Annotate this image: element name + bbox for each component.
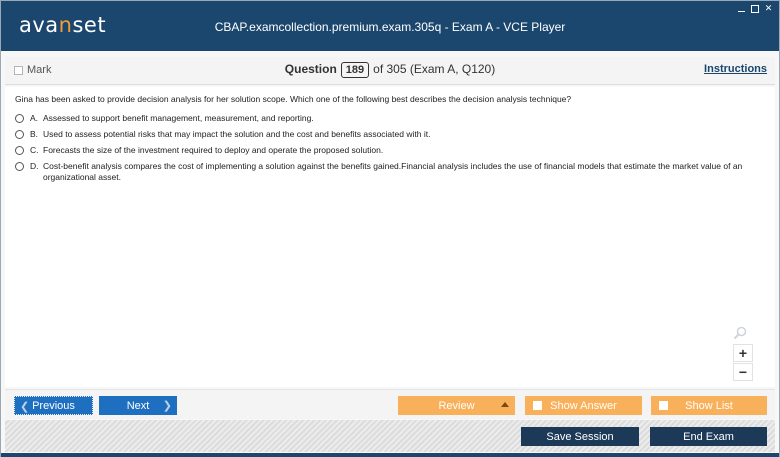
close-icon[interactable] — [764, 4, 773, 13]
answer-option-a[interactable] — [15, 113, 767, 124]
option-text: Assessed to support benefit management, measurement, and reporting. — [43, 113, 314, 123]
question-body — [5, 87, 775, 387]
navigation-bar — [5, 389, 775, 419]
mark-label: Mark — [27, 64, 52, 76]
question-counter — [5, 62, 775, 78]
answer-option-c[interactable] — [15, 145, 767, 156]
question-of-text: of 305 (Exam A, Q120) — [373, 62, 496, 76]
title-bar — [1, 1, 779, 51]
maximize-icon[interactable] — [751, 5, 759, 13]
end-exam-button[interactable]: End Exam — [650, 427, 767, 446]
option-letter: B. — [30, 129, 39, 139]
option-text: Used to assess potential risks that may impact the solution and the cost and benefits associated with it. — [43, 129, 431, 139]
review-label: Review — [438, 399, 475, 412]
zoom-out-button[interactable]: − — [733, 363, 753, 381]
option-letter: D. — [30, 161, 39, 171]
radio-button[interactable] — [15, 130, 24, 139]
answer-options — [15, 113, 767, 188]
save-session-button[interactable]: Save Session — [521, 427, 639, 446]
minimize-icon[interactable] — [737, 4, 746, 13]
show-list-label: Show List — [685, 399, 733, 412]
answer-option-d[interactable] — [15, 161, 767, 183]
radio-button[interactable] — [15, 114, 24, 123]
checkbox-icon[interactable] — [659, 401, 668, 410]
radio-button[interactable] — [15, 162, 24, 171]
review-button[interactable] — [398, 396, 515, 415]
chevron-right-icon: ❯ — [162, 400, 172, 412]
option-text: Forecasts the size of the investment required to deploy and operate the proposed solution. — [43, 145, 384, 155]
next-label: Next — [126, 399, 150, 412]
next-button[interactable] — [99, 396, 177, 415]
previous-label: Previous — [32, 399, 75, 412]
show-list-button[interactable] — [651, 396, 767, 415]
question-header — [5, 57, 775, 85]
zoom-in-button[interactable]: + — [733, 344, 753, 362]
triangle-up-icon — [501, 402, 509, 407]
window-title: CBAP.examcollection.premium.exam.305q - Exam A - VCE Player — [214, 20, 566, 34]
radio-button[interactable] — [15, 146, 24, 155]
show-answer-label: Show Answer — [550, 399, 617, 412]
instructions-link[interactable]: Instructions — [704, 63, 767, 75]
answer-option-b[interactable] — [15, 129, 767, 140]
option-letter: A. — [30, 113, 39, 123]
logo-text-accent: n — [58, 13, 73, 37]
previous-button[interactable] — [14, 396, 93, 415]
logo-text-part-2: set — [72, 13, 107, 37]
question-text: Gina has been asked to provide decision analysis for her solution scope. Which one of the following best describes the decision analysis technique? — [15, 94, 572, 104]
window-controls — [737, 4, 773, 13]
magnifier-icon — [733, 326, 747, 340]
checkbox-icon[interactable] — [533, 401, 542, 410]
bottom-bar — [5, 420, 775, 452]
chevron-left-icon: ❮ — [20, 401, 30, 413]
option-text: Cost-benefit analysis compares the cost of implementing a solution against the benefits gained.Financial analysis includes the use of financial models that estimate the market value of an organizational asset. — [43, 161, 743, 182]
question-number-input[interactable]: 189 — [341, 62, 369, 78]
option-letter: C. — [30, 145, 39, 155]
show-answer-button[interactable] — [525, 396, 642, 415]
logo-text-part-1: ava — [19, 13, 59, 37]
question-label: Question — [284, 62, 337, 76]
bottom-border — [1, 453, 779, 457]
